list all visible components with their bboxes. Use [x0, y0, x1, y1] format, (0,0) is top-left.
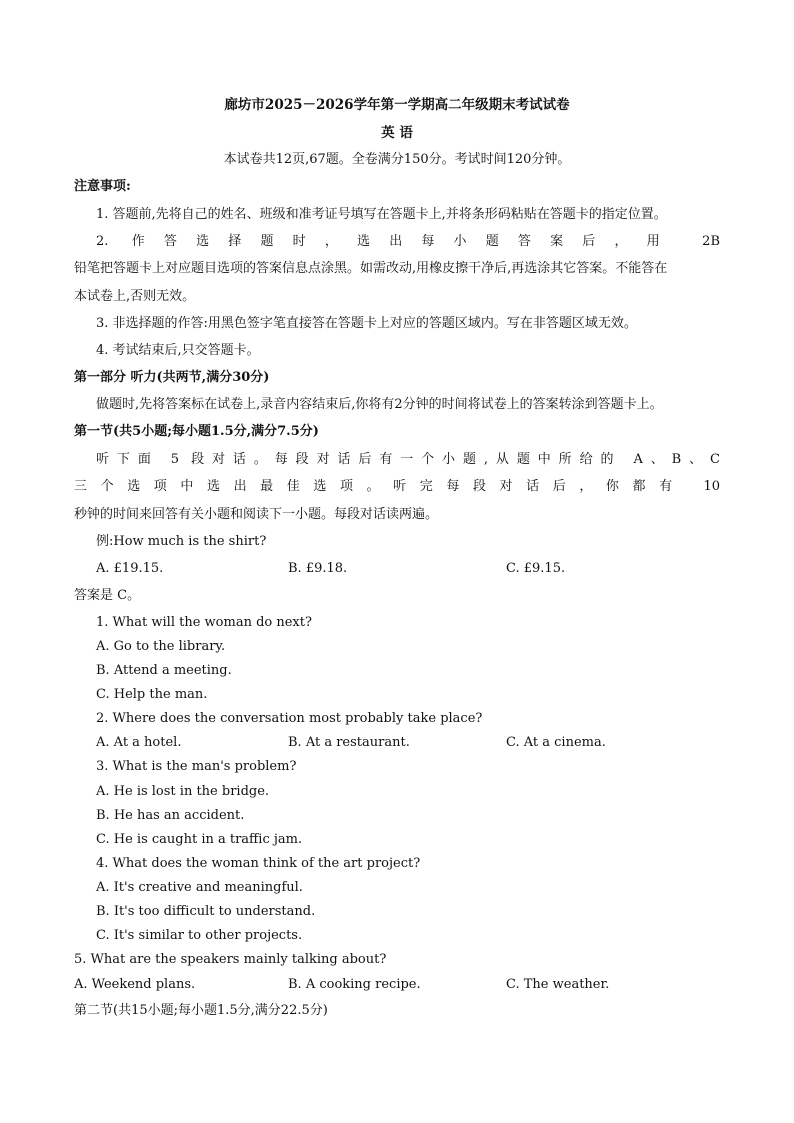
question-1-option-c: C. Help the man.: [96, 687, 208, 702]
question-2-option-b: B. At a restaurant.: [288, 735, 410, 750]
question-2: 2. Where does the conversation most probably take place?: [96, 711, 483, 726]
notice-item-4: 4. 考试结束后,只交答题卡。: [96, 343, 260, 358]
example-answer: 答案是 C。: [74, 588, 141, 603]
exam-info: 本试卷共12页,67题。全卷满分150分。考试时间120分钟。: [223, 152, 571, 167]
example-option-c: C. £9.15.: [506, 561, 566, 576]
notice-item-3: 3. 非选择题的作答:用黑色签字笔直接答在答题卡上对应的答题区域内。写在非答题区域无效。: [96, 316, 637, 331]
exam-title: 廊坊市2025－2026学年第一学期高二年级期末考试试卷: [224, 97, 570, 113]
part1-instruction: 做题时,先将答案标在试卷上,录音内容结束后,你将有2分钟的时间将试卷上的答案转涂到答题卡上。: [96, 397, 663, 412]
question-3-option-b: B. He has an accident.: [96, 808, 245, 823]
notice-heading: 注意事项:: [74, 179, 131, 194]
part1-heading: 第一部分 听力(共两节,满分30分): [74, 370, 270, 385]
notice-item-1: 1. 答题前,先将自己的姓名、班级和准考证号填写在答题卡上,并将条形码粘贴在答题卡的指定位置。: [96, 207, 667, 222]
question-2-option-c: C. At a cinema.: [506, 735, 606, 750]
question-5-option-c: C. The weather.: [506, 977, 610, 992]
question-4-option-a: A. It's creative and meaningful.: [96, 880, 303, 895]
example-option-a: A. £19.15.: [96, 561, 164, 576]
subject-label: 英 语: [381, 125, 413, 141]
section2-heading: 第二节(共15小题;每小题1.5分,满分22.5分): [74, 1003, 328, 1018]
section1-instruction-line-3: 秒钟的时间来回答有关小题和阅读下一小题。每段对话读两遍。: [74, 507, 439, 522]
example-question: 例:How much is the shirt?: [96, 534, 267, 549]
notice-item-2-line-1: 2. 作答选择题时，选出每小题答案后，用 2B: [96, 234, 720, 249]
question-5-option-a: A. Weekend plans.: [74, 977, 196, 992]
question-4-option-b: B. It's too difficult to understand.: [96, 904, 316, 919]
section1-instruction-line-1: 听下面 5 段对话。每段对话后有一个小题,从题中所给的 A、B、C: [96, 452, 720, 467]
section1-heading: 第一节(共5小题;每小题1.5分,满分7.5分): [74, 424, 319, 439]
question-5-option-b: B. A cooking recipe.: [288, 977, 421, 992]
notice-item-2-line-3: 本试卷上,否则无效。: [74, 289, 196, 304]
section1-instruction-line-2: 三个选项中选出最佳选项。听完每段对话后，你都有 10: [74, 479, 720, 494]
question-3-option-a: A. He is lost in the bridge.: [96, 784, 270, 799]
question-2-option-a: A. At a hotel.: [96, 735, 182, 750]
question-3: 3. What is the man's problem?: [96, 759, 297, 774]
question-1: 1. What will the woman do next?: [96, 615, 312, 630]
question-1-option-a: A. Go to the library.: [96, 639, 226, 654]
question-4-option-c: C. It's similar to other projects.: [96, 928, 303, 943]
question-1-option-b: B. Attend a meeting.: [96, 663, 232, 678]
notice-item-2-line-2: 铅笔把答题卡上对应题目选项的答案信息点涂黑。如需改动,用橡皮擦干净后,再选涂其它答案。不能答在: [74, 261, 668, 276]
question-4: 4. What does the woman think of the art project?: [96, 856, 421, 871]
question-5: 5. What are the speakers mainly talking about?: [74, 952, 387, 967]
question-3-option-c: C. He is caught in a traffic jam.: [96, 832, 303, 847]
example-option-b: B. £9.18.: [288, 561, 348, 576]
